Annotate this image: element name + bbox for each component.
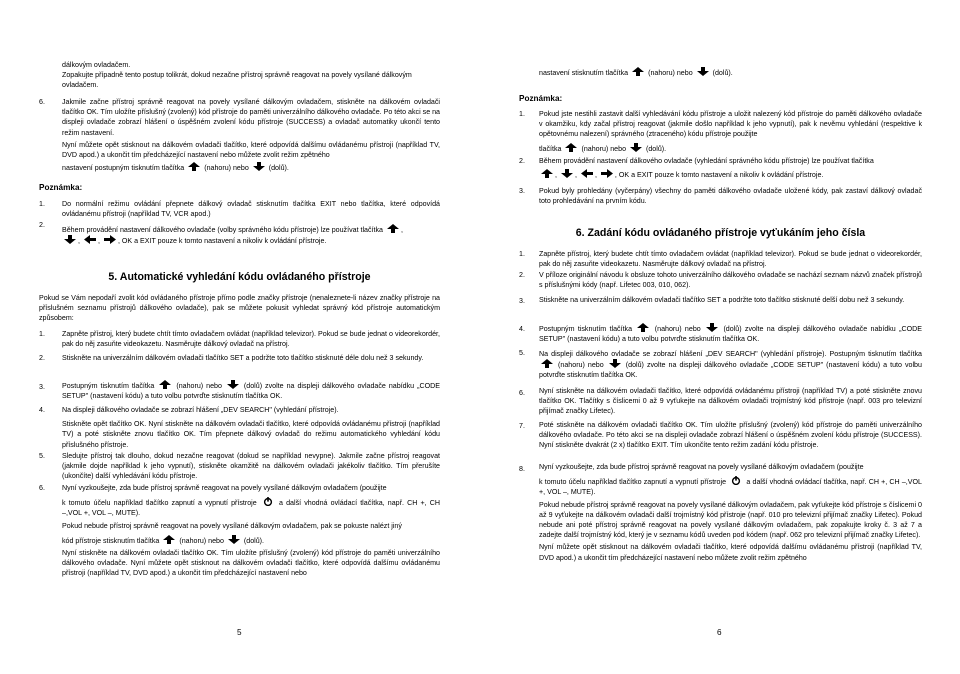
left-top-line1: dálkovým ovladačem. bbox=[62, 61, 131, 69]
text-span: k tomuto účelu například tlačítko zapnutí a vypnutí přístroje bbox=[62, 499, 257, 508]
step-6-text: Nyní stiskněte na dálkovém ovladači tlačítko, které odpovídá ovládanému přístroji (například TV) a poté stiskněte znovu tlačítko OK. Tlačítky s číslicemi 0 až 9 vyťukejte na dálkovém ovladači trojmístný kód přístroje (např. 003 pro televizní přijímač značky Lifetec). bbox=[539, 387, 922, 416]
text-span: a další vhodná ovládací tlačítka, např. CH +, CH –,VOL +, VOL –, MUTE). bbox=[62, 499, 440, 518]
text-span: , bbox=[400, 226, 403, 234]
note-1-text: Do normální režimu ovládání přepnete dálkový ovladač stisknutím tlačítka EXIT nebo tlačítka, které odpovídá ovládanému přístroji (například TV, VCR apod.) bbox=[62, 200, 440, 219]
step-8-text-d: Pokud nebude přístroj správně reagovat na povely vysílané dálkovým ovladačem, pak vyťukejte kód přístroje s číslicemi 0 až 9 vyťukejte na dálkovém ovladači další trojmístný kód přístroje (např. 010 pro televizní přijímač značky Lifetec). Pokud nebude ani poté přístroj správně reagovat na povely vysílané dálkovým ovladačem, pak zopakujte kroky č. 3 až 7 a zadejte další trojmístný kód, který je v seznamu kódů uveden pod kódem (např. 062 pro televizní přijímač značky Lifetec). bbox=[539, 500, 922, 540]
text-span: (dolů). bbox=[646, 144, 667, 153]
step-6b bbox=[62, 483, 440, 579]
text-span: (nahoru) nebo bbox=[558, 361, 604, 370]
step-6b-line bbox=[62, 497, 440, 518]
step-number: 4. bbox=[519, 325, 525, 333]
arrow-down-icon bbox=[253, 162, 265, 171]
step-7-text: Poté stiskněte na dálkovém ovladači tlačítko OK. Tím uložíte příslušný (zvolený) kód přístroje do paměti univerzálního dálkového ovladače. Po této akci se na displeji ovladače zobrazí hlášení o úspěšném zvolení kódu přístroje (SUCCESS). Nyní stiskněte dvakrát (2 x) tlačítko EXIT. Tím ukončíte tento režim zadání kódu přístroje. bbox=[539, 421, 922, 450]
arrow-down-icon bbox=[227, 380, 239, 389]
text-span: (nahoru) nebo bbox=[648, 69, 693, 77]
note-number: 1. bbox=[519, 110, 525, 118]
arrow-down-icon bbox=[561, 169, 573, 178]
note-number: 2. bbox=[519, 157, 525, 165]
left-top-line2: Zopakujte případně tento postup tolikrát, dokud nezačne přístroj správně reagovat na povely vysílané dálkovým ovladačem. bbox=[62, 71, 412, 90]
text-span: (nahoru) nebo bbox=[581, 144, 627, 153]
page-number: 6 bbox=[717, 628, 722, 637]
text-span: , OK a EXIT pouze k tomto nastavení a nikoliv k ovládání přístroje. bbox=[117, 237, 327, 246]
text-span: Během provádění nastavení dálkového ovladače (volby správného kódu přístroje) lze používat tlačítka bbox=[62, 226, 383, 234]
section-5-title: 5. Automatické vyhledání kódu ovládaného přístroje bbox=[108, 271, 371, 283]
arrow-right-icon bbox=[601, 169, 613, 178]
step-6-text: Jakmile začne přístroj správně reagovat na povely vysílané dálkovým ovladačem, stiskněte na dálkovém ovladači tlačítko OK. Tím uložíte příslušný (zvolený) kód přístroje do paměti univerzálního dálkového ovladače. Po této akci se na displeji ovladače zobrazí hlášení o úspěšném zvolení kódu přístroje (SUCCESS) a ovladač automatiky ukončí tento režim nastavení. bbox=[62, 98, 440, 137]
text-span: (dolů) zvolte na displeji dálkového ovladače „CODE SETUP" (nastavení kódu) a tuto volbu potvrďte stisknutím tlačítka OK. bbox=[539, 361, 922, 380]
arrow-up-icon bbox=[632, 67, 644, 76]
arrow-up-icon bbox=[565, 143, 577, 152]
text-span: (dolů). bbox=[712, 69, 733, 77]
arrow-down-icon bbox=[64, 235, 76, 244]
note-2 bbox=[539, 156, 922, 180]
power-icon bbox=[730, 476, 742, 485]
step-6-text2: Nyní můžete opět stisknout na dálkovém ovladači tlačítko, které odpovídá dalšímu ovládanému přístroji (například TV, DVD apod.) a ukončit tím předcházející nastavení nebo můžete zvolit režim zpětného bbox=[62, 140, 440, 160]
section-5-intro: Pokud se Vám nepodaří zvolit kód ovládaného přístroje přímo podle značky přístroje (nenaleznete-li název značky přístroje na příslušném seznamu přístrojů dálkového ovladače), pak se můžete pokusit vyhledat správný kód přístroje automatickým způsobem: bbox=[39, 294, 440, 323]
text-span: (dolů). bbox=[243, 536, 265, 545]
step-6b-text-d: Pokud nebude přístroj správně reagovat na povely vysílané dálkovým ovladačem, pak se pokuste nalézt jiný bbox=[62, 521, 402, 530]
note-2-text: Během provádění nastavení dálkového ovladače (vyhledání správného kódu přístroje) lze používat tlačítka bbox=[539, 157, 874, 165]
text-span: , bbox=[97, 237, 100, 246]
right-top-line bbox=[539, 67, 929, 78]
note-number: 3. bbox=[519, 187, 525, 195]
note-2 bbox=[62, 224, 447, 246]
text-span: (dolů). bbox=[268, 164, 289, 173]
step-number: 3. bbox=[519, 297, 525, 305]
text-span: , bbox=[78, 237, 80, 246]
step-3 bbox=[62, 380, 440, 401]
step-4-text2: Stiskněte opět tlačítko OK. Nyní stiskněte na dálkovém ovladači tlačítko, které odpovídá ovládanému přístroji (například TV) a poté stiskněte znovu tlačítko OK. Tím přepnete dálkový ovladač do režimu automatického vyhledání kódu příslušného přístroje. bbox=[62, 420, 440, 449]
note-3-text: Pokud byly prohledány (vyčerpány) všechny do paměti dálkového ovladače uložené kódy, pak zastaví dálkový ovladač toto prohledávání na prvním kódu. bbox=[539, 187, 922, 206]
arrow-left-icon bbox=[84, 235, 96, 244]
step-number: 2. bbox=[39, 354, 45, 362]
step-6b-line2 bbox=[62, 535, 440, 546]
note-2-line bbox=[539, 169, 922, 180]
arrow-up-icon bbox=[159, 380, 171, 389]
step-number: 1. bbox=[39, 330, 45, 338]
step-6 bbox=[62, 97, 440, 173]
arrow-up-icon bbox=[188, 162, 200, 171]
step-8-text-a: Nyní vyzkoušejte, zda bude přístroj správně reagovat na povely vysílané dálkovým ovladačem (použijte bbox=[539, 463, 864, 471]
step-4 bbox=[62, 405, 440, 450]
page-right bbox=[480, 0, 960, 674]
text-span: (dolů) zvolte na displeji dálkového ovladače nabídku „CODE SETUP" (nastavení kódu) a tuto volbu potvrďte stisknutím tlačítka OK. bbox=[62, 382, 440, 401]
step-number: 6. bbox=[519, 389, 525, 397]
text-span: kód přístroje stisknutím tlačítka bbox=[62, 536, 160, 545]
note-number: 2. bbox=[39, 221, 45, 229]
text-span: nastavení postupným tisknutím tlačítka bbox=[62, 164, 185, 173]
arrow-up-icon bbox=[541, 169, 553, 178]
arrow-up-icon bbox=[637, 323, 649, 332]
step-5-text: Sledujte přístroj tak dlouho, dokud nezačne reagovat (dokud se například nevypne). Jakmile začne přístroj reagovat (jakmile dojde například k jeho vypnutí), stiskněte okamžitě na dálkovém ovladači jakékoliv tlačítko. Tím přerušíte (ukončíte) další vyhledávání kódu přístroje. bbox=[62, 452, 440, 481]
power-icon bbox=[262, 497, 274, 506]
step-number: 5. bbox=[519, 349, 525, 357]
text-span: Postupným tisknutím tlačítka bbox=[539, 325, 633, 333]
text-span: a další vhodná ovládací tlačítka, např. CH +, CH –,VOL +, VOL –, MUTE). bbox=[539, 478, 922, 497]
text-span: k tomuto účelu například tlačítko zapnutí a vypnutí přístroje bbox=[539, 478, 727, 487]
arrow-down-icon bbox=[228, 535, 240, 544]
arrow-down-icon bbox=[609, 359, 621, 368]
step-5 bbox=[539, 349, 922, 381]
step-number: 3. bbox=[39, 383, 45, 391]
step-4-text: Na displeji dálkového ovladače se zobrazí hlášení „DEV SEARCH" (vyhledání přístroje). bbox=[62, 406, 339, 414]
step-number: 8. bbox=[519, 465, 525, 473]
text-span: , OK a EXIT pouze k tomto nastavení a nikoliv k ovládání přístroje. bbox=[614, 171, 824, 180]
step-2-text: V příloze originální návodu k obsluze tohoto univerzálního dálkového ovladače se nachází seznam názvů značek přístrojů s příslušnými kódy (např. Lifetec 003, 010, 062). bbox=[539, 271, 922, 290]
text-span: (dolů) zvolte na displeji dálkového ovladače nabídku „CODE SETUP" (nastavení kódu) a tuto volbu potvrďte stisknutím tlačítka OK. bbox=[539, 325, 922, 344]
step-6b-text-h: Nyní stiskněte na dálkovém ovladači tlačítko OK. Tím uložíte příslušný (zvolený) kód přístroje do paměti univerzálního dálkového ovladače. Nyní můžete opět stisknout na dálkovém ovladači tlačítko, které odpovídá dalšímu ovládanému přístroji (například TV, DVD apod.) a ukončit tím předcházející nastavení nebo bbox=[62, 549, 440, 578]
arrow-up-icon bbox=[163, 535, 175, 544]
text-span: , bbox=[594, 171, 597, 180]
text-span: tlačítka bbox=[539, 144, 562, 153]
text-span: Na displeji dálkového ovladače se zobrazí hlášení „DEV SEARCH" (vyhledání přístroje). Postupným tisknutím tlačítka bbox=[539, 350, 922, 358]
step-number: 6. bbox=[39, 98, 45, 106]
note-1-line bbox=[539, 143, 922, 154]
arrow-right-icon bbox=[104, 235, 116, 244]
step-number: 1. bbox=[519, 250, 525, 258]
text-span: nastavení stisknutím tlačítka bbox=[539, 69, 629, 77]
text-span: (nahoru) nebo bbox=[179, 536, 224, 545]
left-top-continued bbox=[62, 60, 422, 91]
arrow-down-icon bbox=[697, 67, 709, 76]
step-1-text: Zapněte přístroj, který budete chtít tímto ovladačem ovládat (například televizor). Pokud se bude jednat o videorekordér, pak do něj zasuňte videokazetu. Nasměrujte dálkový ovladač na přístroj. bbox=[62, 330, 440, 349]
note-1-text: Pokud jste nestihli zastavit další vyhledávání kódu přístroje a uložit nalezený kód přístroje do paměti dálkového ovladače v okamžiku, kdy začal přístroj reagovat (jakmile došlo například k jeho vypnutí), pak k nevěmu vyhledání (respektive k opětovnému nalezení) správného (ztraceného) kódu přístroje použijte bbox=[539, 110, 922, 139]
step-number: 4. bbox=[39, 406, 45, 414]
arrow-down-icon bbox=[706, 323, 718, 332]
text-span: (nahoru) nebo bbox=[176, 382, 222, 390]
page-number: 5 bbox=[237, 628, 242, 637]
arrow-down-icon bbox=[630, 143, 642, 152]
step-number: 7. bbox=[519, 422, 525, 430]
note-heading: Poznámka: bbox=[519, 94, 563, 103]
text-span: , bbox=[555, 171, 557, 180]
arrow-up-icon bbox=[541, 359, 553, 368]
note-number: 1. bbox=[39, 200, 45, 208]
text-span: (nahoru) nebo bbox=[654, 325, 701, 333]
step-3-text: Stiskněte na univerzálním dálkovém ovladači tlačítko SET a podržte toto tlačítko stisknuté delší dobu než 3 sekundy. bbox=[539, 296, 905, 304]
step-6-text3 bbox=[62, 162, 440, 173]
step-4 bbox=[539, 323, 922, 344]
arrow-left-icon bbox=[581, 169, 593, 178]
arrow-up-icon bbox=[387, 224, 399, 233]
step-8-line bbox=[539, 476, 922, 497]
text-span: , bbox=[574, 171, 577, 180]
text-span: Postupným tisknutím tlačítka bbox=[62, 382, 155, 390]
text-span: (nahoru) nebo bbox=[204, 164, 249, 173]
step-8-text-e: Nyní můžete opět stisknout na dálkovém ovladači tlačítko, které odpovídá dalšímu ovládanému přístroji (například TV, DVD apod.) a ukončit tím předcházející nastavení nebo můžete zvolit režim zpětného bbox=[539, 543, 922, 562]
note-heading: Poznámka: bbox=[39, 183, 83, 192]
step-number: 6. bbox=[39, 484, 45, 492]
step-number: 5. bbox=[39, 452, 45, 460]
step-2-text: Stiskněte na univerzálním dálkovém ovladači tlačítko SET a podržte toto tlačítko stisknuté déle dolu než 3 sekundy. bbox=[62, 354, 424, 362]
note-1 bbox=[539, 109, 922, 154]
step-1-text: Zapněte přístroj, který budete chtít tímto ovladačem ovládat (například televizor). Pokud se bude jednat o videorekordér, pak do něj zasuňte videokazetu. Nasměrujte dálkový ovladač na přístroj. bbox=[539, 250, 922, 269]
section-6-title: 6. Zadání kódu ovládaného přístroje vyťukáním jeho čísla bbox=[575, 227, 866, 239]
step-6b-text-a: Nyní vyzkoušejte, zda bude přístroj správně reagovat na povely vysílané dálkovým ovladačem (použijte bbox=[62, 484, 387, 492]
step-8 bbox=[539, 462, 922, 563]
step-number: 2. bbox=[519, 271, 525, 279]
